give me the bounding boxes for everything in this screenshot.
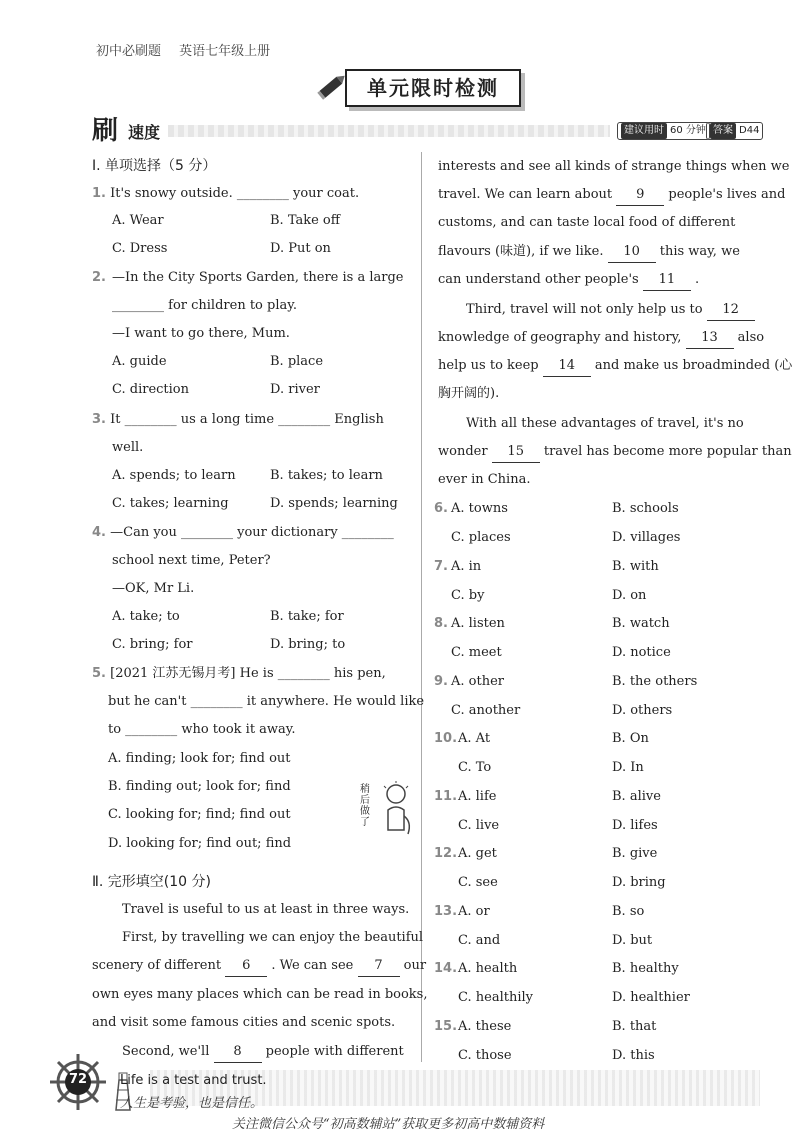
answer-tag-label: 答案 [710, 123, 736, 139]
question-number: 13. [434, 904, 458, 919]
decorative-strip [168, 125, 610, 137]
passage-line: ever in China. [438, 472, 531, 487]
option: B. takes; to learn [270, 468, 383, 483]
footer-motto-cn: 人生是考验，也是信任。 [120, 1096, 264, 1111]
question-number: 14. [434, 961, 458, 976]
option: A. At [458, 731, 491, 746]
passage-text: scenery of different [92, 958, 222, 973]
option: D. but [612, 933, 653, 948]
time-tag-label: 建议用时 [621, 123, 667, 139]
passage-line [438, 270, 699, 291]
page-number: 72 [68, 1072, 88, 1087]
option: C. another [451, 703, 521, 718]
passage-line: Travel is useful to us at least in three ways. [122, 902, 410, 917]
option: A. other [451, 674, 504, 689]
option: C. looking for; find; find out [108, 807, 291, 822]
option: D. lifes [612, 818, 658, 833]
passage-line: 胸开阔的). [438, 386, 500, 401]
option: A. or [458, 904, 490, 919]
column-divider [421, 152, 422, 1062]
option: D. notice [612, 645, 671, 660]
answer-tag-value: D44 [739, 125, 760, 136]
passage-line: First, by travelling we can enjoy the beautiful [122, 930, 424, 945]
passage-line: own eyes many places which can be read in books, [92, 987, 428, 1002]
blank-9: 9 [616, 185, 664, 206]
option: C. those [458, 1048, 512, 1063]
passage-text: people with different [265, 1044, 404, 1059]
answer-tag [706, 122, 763, 140]
question-number: 10. [434, 731, 458, 746]
passage-line: and visit some famous cities and scenic spots. [92, 1015, 396, 1030]
option: D. looking for; find out; find [108, 836, 292, 851]
question-stem-line: school next time, Peter? [112, 553, 271, 568]
footer-motto-en: Life is a test and trust. [120, 1073, 267, 1088]
question-5 [92, 664, 386, 684]
passage-line [438, 242, 740, 263]
option: D. healthier [612, 990, 690, 1005]
passage-text: people's lives and [668, 187, 786, 202]
option: A. take; to [112, 609, 180, 624]
question-stem: It's snowy outside. ________ your coat. [110, 186, 360, 201]
option: B. alive [612, 789, 661, 804]
option: D. bring [612, 875, 666, 890]
passage-line [466, 300, 755, 321]
passage-text: wonder [438, 444, 488, 459]
question-number: 2. [92, 270, 106, 285]
option: C. bring; for [112, 637, 193, 652]
passage-line: customs, and can taste local food of different [438, 215, 736, 230]
passage-line [438, 328, 764, 349]
option: B. schools [612, 501, 679, 516]
question-number: 7. [434, 559, 448, 574]
section-2-title: Ⅱ. 完形填空(10 分) [92, 874, 211, 890]
passage-text: . We can see [271, 958, 354, 973]
question-stem: —In the City Sports Garden, there is a large [111, 270, 404, 285]
unit-test-title: 单元限时检测 [345, 69, 521, 107]
question-3 [92, 410, 384, 430]
option: A. health [458, 961, 518, 976]
option: D. river [270, 382, 320, 397]
think-note: 稍后做了 [360, 784, 370, 828]
series-name: 初中必刷题 [96, 44, 162, 59]
option: B. with [612, 559, 659, 574]
option: C. Dress [112, 241, 168, 256]
question-number: 1. [92, 186, 106, 201]
blank-14: 14 [543, 356, 591, 377]
option: C. direction [112, 382, 189, 397]
blank-13: 13 [686, 328, 734, 349]
option: A. these [458, 1019, 512, 1034]
option: C. by [451, 588, 485, 603]
option: C. healthily [458, 990, 533, 1005]
passage-text: also [737, 330, 765, 345]
question-4 [92, 523, 394, 543]
passage-line [122, 1042, 404, 1063]
option: D. bring; to [270, 637, 346, 652]
footer-wechat-note: 关注微信公众号“初高数辅站”获取更多初高中数辅资料 [232, 1117, 545, 1132]
question-number: 4. [92, 525, 106, 540]
option: A. Wear [112, 213, 164, 228]
option: C. To [458, 760, 492, 775]
option: B. finding out; look for; find [108, 779, 291, 794]
option: A. in [451, 559, 482, 574]
option: B. Take off [270, 213, 340, 228]
passage-text: Third, travel will not only help us to [466, 302, 703, 317]
question-1 [92, 184, 359, 204]
question-number: 11. [434, 789, 458, 804]
question-source: [2021 江苏无锡月考] [110, 666, 236, 681]
passage-text: can understand other people's [438, 272, 639, 287]
option: B. the others [612, 674, 698, 689]
option: B. so [612, 904, 645, 919]
section-1-title: Ⅰ. 单项选择（5 分） [92, 158, 217, 174]
question-stem-line: —I want to go there, Mum. [112, 326, 290, 341]
option: A. spends; to learn [112, 468, 236, 483]
question-number: 5. [92, 666, 106, 681]
blank-8: 8 [214, 1042, 262, 1063]
passage-text: Second, we'll [122, 1044, 210, 1059]
option: C. live [458, 818, 500, 833]
question-stem-line: ________ for children to play. [112, 298, 297, 313]
option: D. this [612, 1048, 655, 1063]
passage-line: With all these advantages of travel, it's no [466, 416, 744, 431]
question-stem: —Can you ________ your dictionary ________ [110, 525, 394, 540]
question-stem-line: well. [112, 440, 144, 455]
time-tag [617, 122, 710, 140]
option: A. finding; look for; find out [108, 751, 291, 766]
option: B. On [612, 731, 649, 746]
option: B. take; for [270, 609, 344, 624]
question-stem-line: to ________ who took it away. [108, 722, 296, 737]
running-header [96, 40, 284, 59]
passage-text: knowledge of geography and history, [438, 330, 682, 345]
question-2 [92, 268, 412, 288]
passage-text: travel. We can learn about [438, 187, 613, 202]
option: D. others [612, 703, 673, 718]
option: A. guide [112, 354, 167, 369]
time-tag-value: 60 分钟 [670, 125, 706, 136]
option: C. takes; learning [112, 496, 229, 511]
option: C. and [458, 933, 501, 948]
passage-text: . [695, 272, 700, 287]
blank-15: 15 [492, 442, 540, 463]
option: A. get [458, 846, 497, 861]
blank-11: 11 [643, 270, 691, 291]
blank-10: 10 [608, 242, 656, 263]
option: C. meet [451, 645, 502, 660]
question-stem: He is ________ his pen, [239, 666, 386, 681]
option: D. villages [612, 530, 681, 545]
option: B. give [612, 846, 658, 861]
question-stem-line: —OK, Mr Li. [112, 581, 195, 596]
passage-text: flavours (味道), if we like. [438, 244, 604, 259]
thinking-figure [356, 780, 422, 842]
question-number: 6. [434, 501, 448, 516]
passage-line: interests and see all kinds of strange things when we [438, 159, 790, 174]
blank-12: 12 [707, 300, 755, 321]
passage-text: our [403, 958, 427, 973]
blank-7: 7 [358, 956, 400, 977]
question-number: 8. [434, 616, 448, 631]
option: D. on [612, 588, 647, 603]
option: C. see [458, 875, 498, 890]
passage-line [438, 185, 785, 206]
passage-text: help us to keep [438, 358, 539, 373]
option: D. Put on [270, 241, 331, 256]
question-number: 15. [434, 1019, 458, 1034]
passage-text: and make us broadminded (心 [594, 358, 793, 373]
option: B. healthy [612, 961, 679, 976]
question-number: 12. [434, 846, 458, 861]
passage-line [92, 956, 426, 977]
option: A. towns [451, 501, 508, 516]
passage-text: travel has become more popular than [543, 444, 792, 459]
speed-label: 速度 [128, 123, 161, 142]
passage-text: this way, we [659, 244, 740, 259]
option: B. that [612, 1019, 657, 1034]
passage-line [438, 442, 792, 463]
question-stem-line: but he can't ________ it anywhere. He would like [108, 694, 425, 709]
brush-logo: 刷 [92, 116, 119, 146]
option: B. place [270, 354, 324, 369]
option: C. places [451, 530, 511, 545]
question-stem: It ________ us a long time ________ English [110, 412, 384, 427]
question-number: 9. [434, 674, 448, 689]
blank-6: 6 [225, 956, 267, 977]
option: D. spends; learning [270, 496, 398, 511]
passage-line [438, 356, 792, 377]
option: A. listen [451, 616, 505, 631]
option: B. watch [612, 616, 670, 631]
question-number: 3. [92, 412, 106, 427]
book-name: 英语七年级上册 [179, 44, 271, 59]
option: D. In [612, 760, 644, 775]
option: A. life [458, 789, 497, 804]
